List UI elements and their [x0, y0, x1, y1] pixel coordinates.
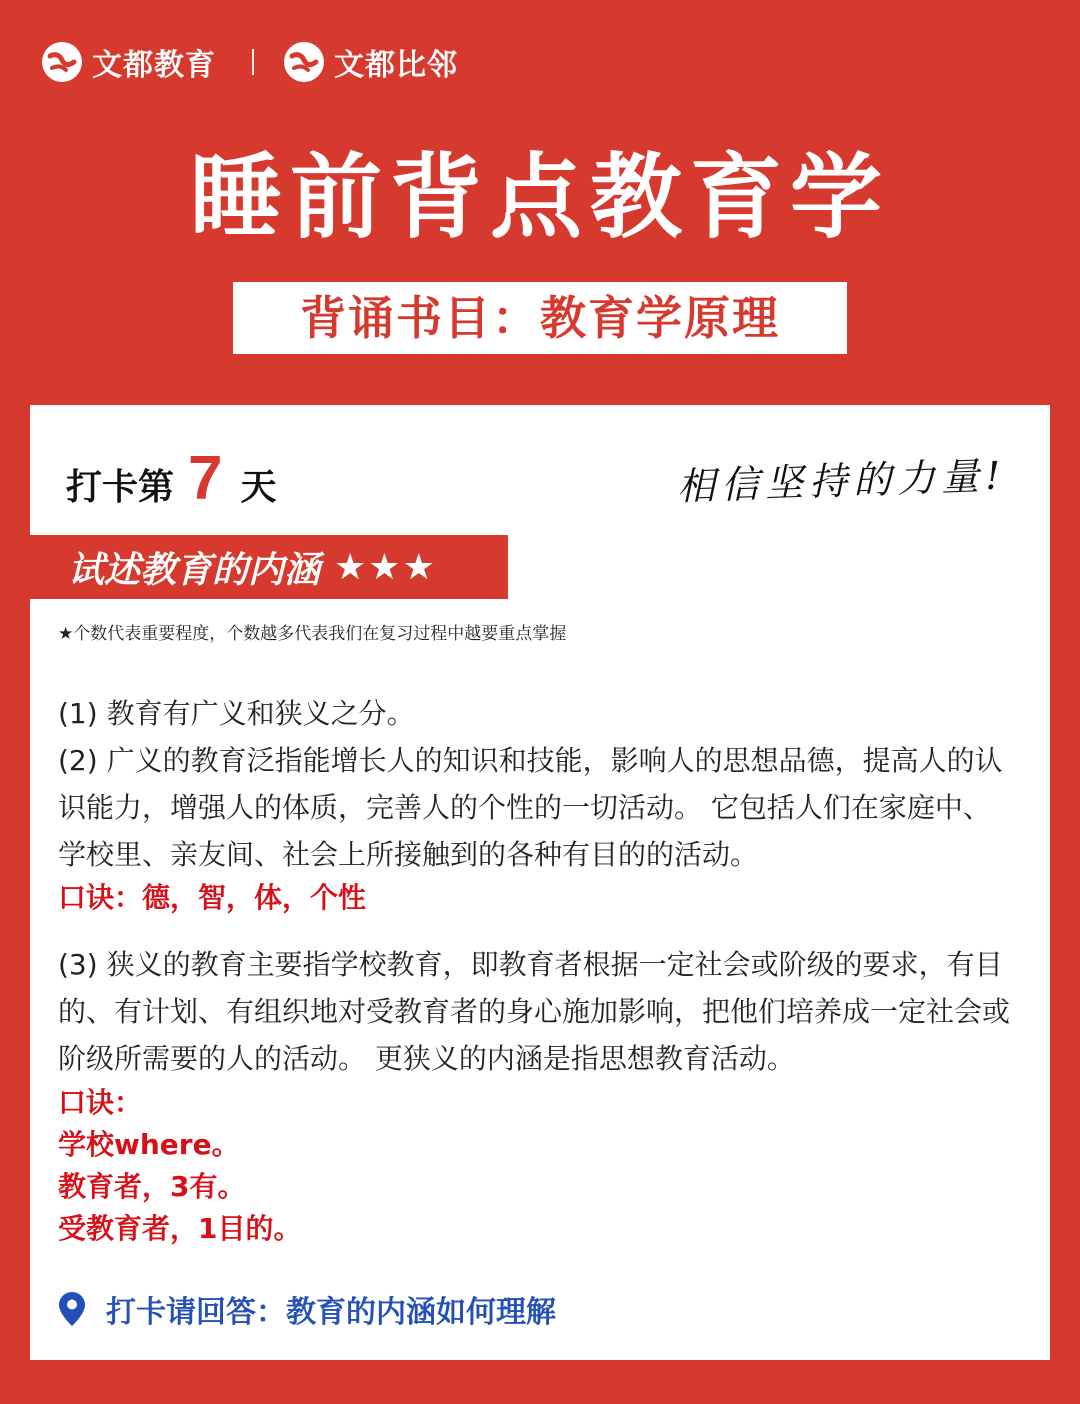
content-card [30, 405, 1050, 1360]
wendu-logo-icon [282, 40, 326, 84]
brand-row [40, 38, 458, 86]
mnemonic-2-line: 教育者，3有。 [58, 1170, 246, 1203]
mnemonic-2 [58, 1082, 301, 1250]
brand-name-left: 文都教育 [92, 48, 216, 83]
brand-divider [252, 49, 254, 75]
location-pin-icon [58, 1291, 86, 1327]
wendu-logo-icon [40, 40, 84, 84]
page-title: 睡前背点教育学 [189, 144, 890, 251]
checkin-day-number: 7 [188, 444, 223, 513]
mnemonic-2-line: 学校where。 [58, 1128, 240, 1161]
importance-stars: ★★★ [334, 546, 437, 588]
brand-name-right: 文都比邻 [334, 48, 458, 83]
checkin-suffix: 天 [240, 467, 277, 508]
question-title: 试述教育的内涵 [68, 549, 321, 591]
paragraph-1: (1) 教育有广义和狭义之分。 [58, 697, 415, 730]
mnemonic-2-line: 受教育者，1目的。 [58, 1212, 302, 1245]
motto-handwritten: 相信坚持的力量! [676, 453, 1007, 509]
star-note: ★个数代表重要程度，个数越多代表我们在复习过程中越要重点掌握 [58, 624, 567, 644]
paragraph-2: (2) 广义的教育泛指能增长人的知识和技能，影响人的思想品德，提高人的认识能力，增强人的体质，完善人的个性的一切活动。 它包括人们在家庭中、学校里、亲友间、社会上所接触到的各种有目的的活动。 [58, 744, 1003, 871]
paragraph-3: (3) 狭义的教育主要指学校教育，即教育者根据一定社会或阶级的要求，有目的、有计划、有组织地对受教育者的身心施加影响，把他们培养成一定社会或阶级所需要的人的活动。 更狭义的内涵是指思想教育活动。 [58, 948, 1011, 1075]
brand-wendu-education [40, 40, 216, 84]
mnemonic-2-title: 口诀： [58, 1086, 143, 1119]
checkin-prompt [58, 1287, 556, 1331]
question-banner [30, 535, 508, 599]
subtitle-box: 背诵书目：教育学原理 [233, 282, 847, 354]
checkin-prefix: 打卡第 [66, 467, 175, 508]
prompt-text: 打卡请回答：教育的内涵如何理解 [106, 1295, 556, 1330]
mnemonic-1: 口诀：德，智，体，个性 [58, 881, 367, 914]
brand-wendu-bilin [282, 40, 458, 84]
checkin-heading [66, 443, 277, 514]
